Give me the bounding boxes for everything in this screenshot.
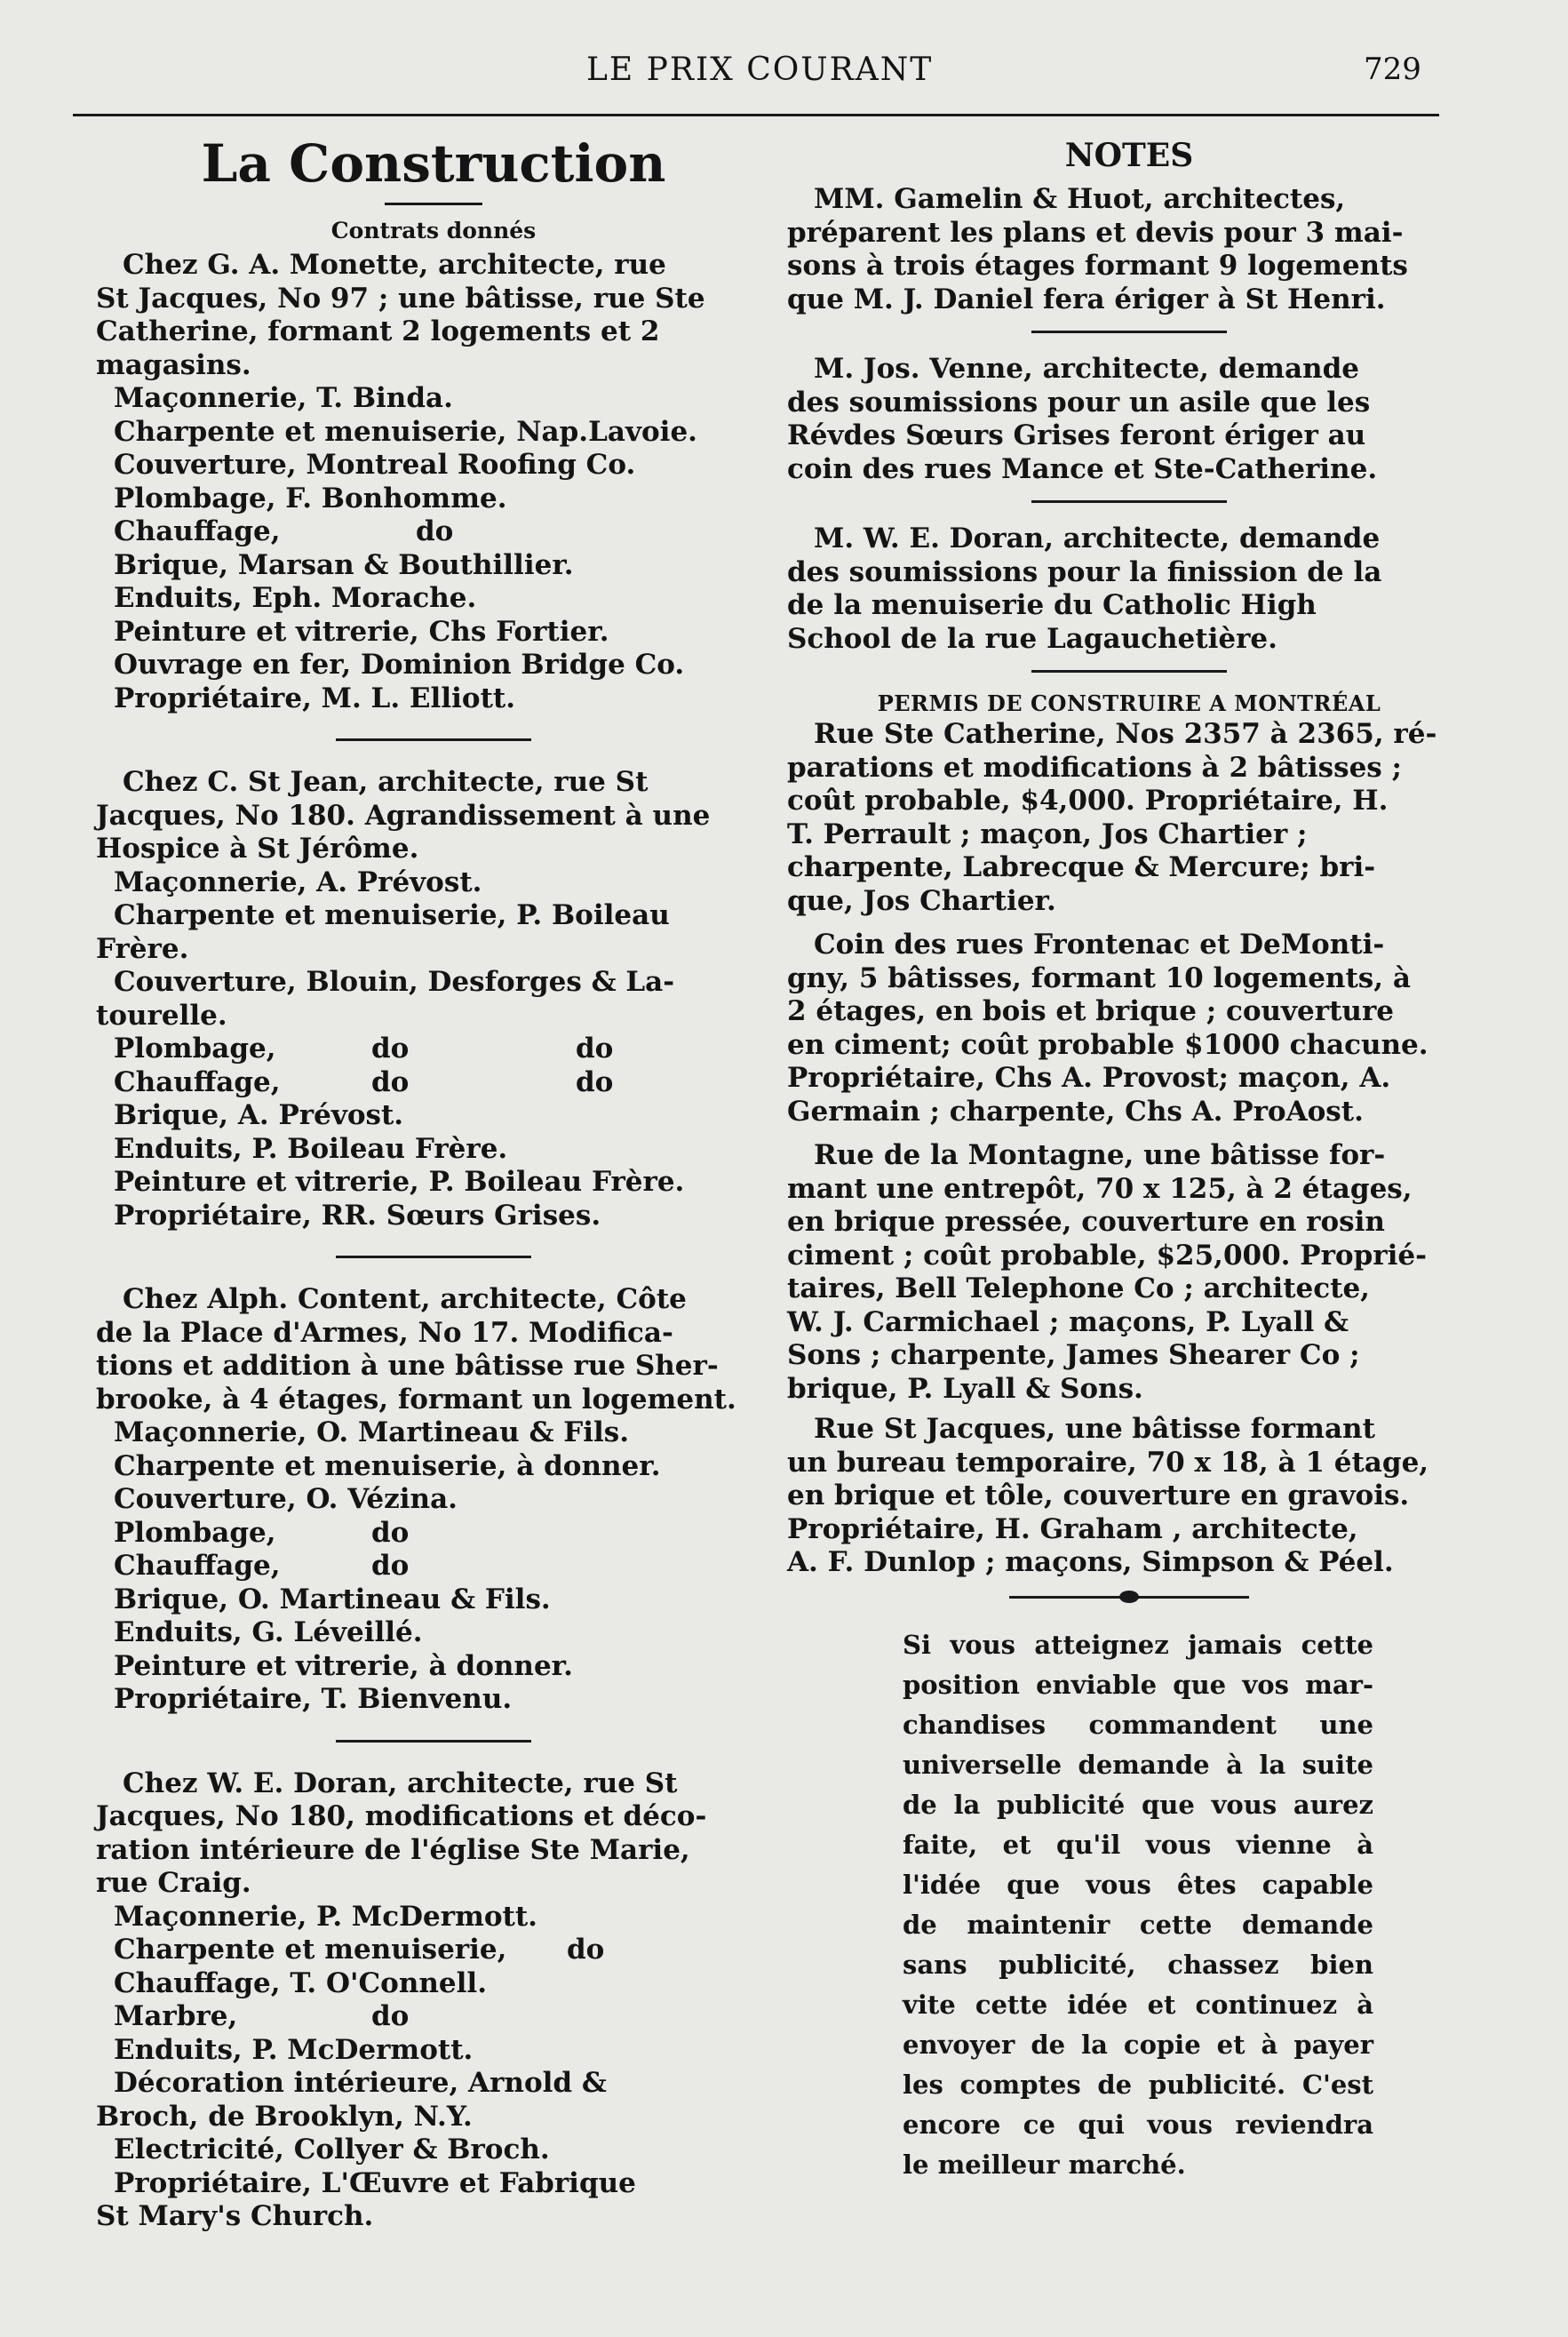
text-line: tions et addition à une bâtisse rue Sher- xyxy=(96,1350,719,1382)
owner-line: Propriétaire, M. L. Elliott. xyxy=(114,682,515,714)
trade-line: Enduits, P. Boileau Frère. xyxy=(114,1132,508,1165)
contract-content xyxy=(96,1283,771,1717)
text-line: A. F. Dunlop ; maçons, Simpson & Péel. xyxy=(787,1546,1394,1578)
trade-line-cont: tourelle. xyxy=(96,999,227,1032)
text-line: T. Perrault ; maçon, Jos Chartier ; xyxy=(787,818,1308,850)
ditto-line xyxy=(96,1033,771,1066)
trade-line: Décoration intérieure, Arnold & xyxy=(114,2067,607,2099)
section-subhead: Contrats donnés xyxy=(330,218,537,243)
headline-rule xyxy=(385,203,482,205)
text-line: St Jacques, No 97 ; une bâtisse, rue Ste xyxy=(96,282,705,315)
trade-line: Maçonnerie, P. McDermott. xyxy=(114,1900,537,1933)
contract-intro xyxy=(96,249,771,382)
note-gamelin-huot xyxy=(787,183,1471,316)
contract-doran xyxy=(96,1767,771,2234)
text-line: 2 étages, en bois et brique ; couverture xyxy=(787,995,1395,1027)
ditto-line xyxy=(96,515,771,549)
ditto-mark: do xyxy=(371,1033,410,1065)
ditto-mark: do xyxy=(576,1033,614,1065)
trade-label: Marbre, xyxy=(114,2000,238,2032)
trade-line: Peinture et vitrerie, Chs Fortier. xyxy=(114,615,609,648)
permit-st-jacques xyxy=(787,1413,1471,1580)
ditto-mark: do xyxy=(371,1550,410,1582)
trade-line: Enduits, Eph. Morache. xyxy=(114,582,477,614)
contract-intro xyxy=(96,1767,771,1901)
text-line: de la menuiserie du Catholic High xyxy=(787,589,1317,621)
trade-label: Plombage, xyxy=(114,1516,276,1549)
trade-line: Brique, O. Martineau & Fils. xyxy=(114,1583,551,1615)
left-column xyxy=(96,133,771,2234)
text-line: préparent les plans et devis pour 3 mai- xyxy=(787,216,1404,249)
text-line: que M. J. Daniel fera ériger à St Henri. xyxy=(787,283,1386,315)
separator-rule xyxy=(336,738,531,741)
ditto-line xyxy=(96,1517,771,1551)
text-line: mant une entrepôt, 70 x 125, à 2 étages, xyxy=(787,1172,1413,1205)
ditto-mark: do xyxy=(371,1516,410,1549)
trade-line: Peinture et vitrerie, P. Boileau Frère. xyxy=(114,1166,685,1198)
separator-rule xyxy=(1031,500,1227,503)
ditto-mark: do xyxy=(567,1934,605,1966)
separator-rule xyxy=(336,1256,531,1258)
ad-line: vite cette idée et continuez à xyxy=(903,1989,1373,2020)
text-line: en brique et tôle, couverture en gravois. xyxy=(787,1480,1410,1511)
ad-line: de la publicité que vous aurez xyxy=(903,1789,1373,1820)
owner-line-cont: St Mary's Church. xyxy=(96,2200,374,2232)
notes-heading: NOTES xyxy=(1064,137,1194,174)
text-line: sons à trois étages formant 9 logements xyxy=(787,250,1408,282)
trade-line: Plombage, F. Bonhomme. xyxy=(114,482,507,514)
text-line: rue Craig. xyxy=(96,1867,251,1899)
ditto-line xyxy=(96,1550,771,1583)
text-line: de la Place d'Armes, No 17. Modifica- xyxy=(96,1316,673,1349)
text-line: Chez W. E. Doran, architecte, rue St xyxy=(123,1767,678,1799)
ad-line: Si vous atteignez jamais cette xyxy=(903,1629,1373,1660)
text-line: Rue de la Montagne, une bâtisse for- xyxy=(814,1139,1386,1171)
trade-line: Maçonnerie, O. Martineau & Fils. xyxy=(114,1416,630,1448)
ditto-mark: do xyxy=(371,2000,410,2032)
text-line: brooke, à 4 étages, formant un logement. xyxy=(96,1383,736,1416)
text-line: Chez Alph. Content, architecte, Côte xyxy=(123,1283,687,1315)
running-head xyxy=(0,46,1568,91)
trade-line-cont: Frère. xyxy=(96,932,189,965)
permit-frontenac xyxy=(787,929,1471,1129)
trade-line: Couverture, Montreal Roofing Co. xyxy=(114,449,636,481)
trade-line-cont: Broch, de Brooklyn, N.Y. xyxy=(96,2100,473,2133)
separator-rule xyxy=(1031,331,1227,333)
ornamental-rule xyxy=(1009,1596,1249,1599)
trade-line: Couverture, Blouin, Desforges & La- xyxy=(114,966,675,998)
text-line: en brique pressée, couverture en rosin xyxy=(787,1206,1385,1238)
text-line: Chez G. A. Monette, architecte, rue xyxy=(123,249,666,281)
trade-line: Charpente et menuiserie, P. Boileau xyxy=(114,899,670,931)
text-line: brique, P. Lyall & Sons. xyxy=(787,1372,1143,1405)
text-line: Sons ; charpente, James Shearer Co ; xyxy=(787,1339,1360,1371)
trade-line: Ouvrage en fer, Dominion Bridge Co. xyxy=(114,649,685,681)
text-line: M. Jos. Venne, architecte, demande xyxy=(814,353,1359,385)
trade-line: Peinture et vitrerie, à donner. xyxy=(114,1649,573,1682)
text-line: Rue St Jacques, une bâtisse formant xyxy=(814,1413,1375,1445)
note-doran xyxy=(787,522,1471,656)
text-line: un bureau temporaire, 70 x 18, à 1 étage, xyxy=(787,1446,1429,1479)
trade-label: Chauffage, xyxy=(114,1065,281,1098)
text-line: charpente, Labrecque & Mercure; bri- xyxy=(787,851,1376,883)
text-line: coût probable, $4,000. Propriétaire, H. xyxy=(787,785,1389,817)
trade-line: Electricité, Collyer & Broch. xyxy=(114,2134,550,2166)
trade-label: Chauffage, xyxy=(114,515,281,547)
header-rule xyxy=(73,114,1439,116)
text-line: Germain ; charpente, Chs A. ProAost. xyxy=(787,1095,1364,1128)
owner-line: Propriétaire, T. Bienvenu. xyxy=(114,1683,513,1715)
trade-line: Couverture, O. Vézina. xyxy=(114,1483,458,1515)
trade-line: Charpente et menuiserie, à donner. xyxy=(114,1449,661,1482)
text-line: Révdes Sœurs Grises feront ériger au xyxy=(787,419,1366,451)
text-line: magasins. xyxy=(96,348,251,381)
separator-rule xyxy=(336,1740,531,1743)
text-line: gny, 5 bâtisses, formant 10 logements, à xyxy=(787,961,1411,994)
text-line: que, Jos Chartier. xyxy=(787,884,1056,917)
trade-line: Enduits, G. Léveillé. xyxy=(114,1616,423,1648)
contract-monette xyxy=(96,249,771,715)
trade-line: Brique, Marsan & Bouthillier. xyxy=(114,548,574,581)
contract-st-jean xyxy=(96,766,771,1232)
text-line: taires, Bell Telephone Co ; architecte, xyxy=(787,1272,1370,1304)
trade-line: Enduits, P. McDermott. xyxy=(114,2033,474,2066)
text-line: Propriétaire, Chs A. Provost; maçon, A. xyxy=(787,1062,1391,1094)
ad-line: chandises commandent une xyxy=(903,1709,1373,1740)
section-headline: La Construction xyxy=(201,133,666,194)
ditto-mark: do xyxy=(576,1065,614,1098)
note-venne xyxy=(787,353,1471,486)
ad-line: le meilleur marché. xyxy=(903,2149,1186,2180)
text-line: des soumissions pour la finission de la xyxy=(787,555,1382,588)
ad-line: envoyer de la copie et à payer xyxy=(903,2029,1373,2060)
text-line: Chez C. St Jean, architecte, rue St xyxy=(123,766,649,798)
text-line: des soumissions pour un asile que les xyxy=(787,386,1371,419)
trade-label: Chauffage, xyxy=(114,1550,281,1582)
ad-line: sans publicité, chassez bien xyxy=(903,1949,1373,1980)
trade-label: Charpente et menuiserie, xyxy=(114,1934,507,1966)
page-number: 729 xyxy=(1364,52,1421,87)
trade-line: Charpente et menuiserie, Nap.Lavoie. xyxy=(114,415,697,448)
trade-line: Maçonnerie, T. Binda. xyxy=(114,382,453,414)
text-line: ration intérieure de l'église Ste Marie, xyxy=(96,1833,690,1866)
ditto-mark: do xyxy=(416,515,454,547)
ad-line: l'idée que vous êtes capable xyxy=(903,1869,1373,1900)
permit-montagne xyxy=(787,1139,1471,1406)
contract-intro xyxy=(96,766,771,866)
text-line: Coin des rues Frontenac et DeMonti- xyxy=(814,929,1385,961)
text-line: Propriétaire, H. Graham , architecte, xyxy=(787,1512,1358,1545)
trade-label: Plombage, xyxy=(114,1033,276,1065)
contract-intro xyxy=(96,1283,771,1416)
owner-line: Propriétaire, L'Œuvre et Fabrique xyxy=(114,2166,636,2199)
text-line: W. J. Carmichael ; maçons, P. Lyall & xyxy=(787,1305,1349,1338)
text-line: en ciment; coût probable $1000 chacune. xyxy=(787,1028,1429,1061)
ad-line: encore ce qui vous reviendra xyxy=(903,2109,1373,2140)
permits-heading: PERMIS DE CONSTRUIRE A MONTRÉAL xyxy=(877,690,1381,716)
ditto-line xyxy=(96,1066,771,1100)
ad-line: les comptes de publicité. C'est xyxy=(903,2069,1373,2100)
text-line: ciment ; coût probable, $25,000. Proprié- xyxy=(787,1239,1427,1272)
separator-rule xyxy=(1031,670,1227,673)
trade-line: Brique, A. Prévost. xyxy=(114,1099,404,1131)
trade-line: Chauffage, T. O'Connell. xyxy=(114,1966,487,1999)
text-line: Rue Ste Catherine, Nos 2357 à 2365, ré- xyxy=(814,718,1437,750)
ad-line: universelle demande à la suite xyxy=(903,1749,1373,1780)
text-line: Hospice à St Jérôme. xyxy=(96,833,419,865)
permit-ste-catherine xyxy=(787,718,1471,918)
owner-line: Propriétaire, RR. Sœurs Grises. xyxy=(114,1199,601,1232)
ditto-mark: do xyxy=(371,1065,410,1098)
text-line: coin des rues Mance et Ste-Catherine. xyxy=(787,452,1378,485)
publicity-advert xyxy=(903,1625,1373,2185)
ditto-line xyxy=(96,1934,771,1967)
text-line: School de la rue Lagauchetière. xyxy=(787,622,1277,655)
text-line: Jacques, No 180. Agrandissement à une xyxy=(96,799,711,832)
right-column xyxy=(787,133,1471,2185)
text-line: parations et modifications à 2 bâtisses ; xyxy=(787,751,1402,784)
publication-title: LE PRIX COURANT xyxy=(586,52,934,88)
ad-line: faite, et qu'il vous vienne à xyxy=(903,1829,1373,1860)
text-line: M. W. E. Doran, architecte, demande xyxy=(814,522,1381,554)
text-line: MM. Gamelin & Huot, architectes, xyxy=(814,183,1346,215)
ad-line: de maintenir cette demande xyxy=(903,1909,1373,1940)
trade-line: Maçonnerie, A. Prévost. xyxy=(114,865,482,898)
text-line: Catherine, formant 2 logements et 2 xyxy=(96,315,660,347)
text-line: Jacques, No 180, modifications et déco- xyxy=(96,1800,707,1832)
ditto-line xyxy=(96,2000,771,2034)
ad-line: position enviable que vos mar- xyxy=(903,1669,1373,1700)
